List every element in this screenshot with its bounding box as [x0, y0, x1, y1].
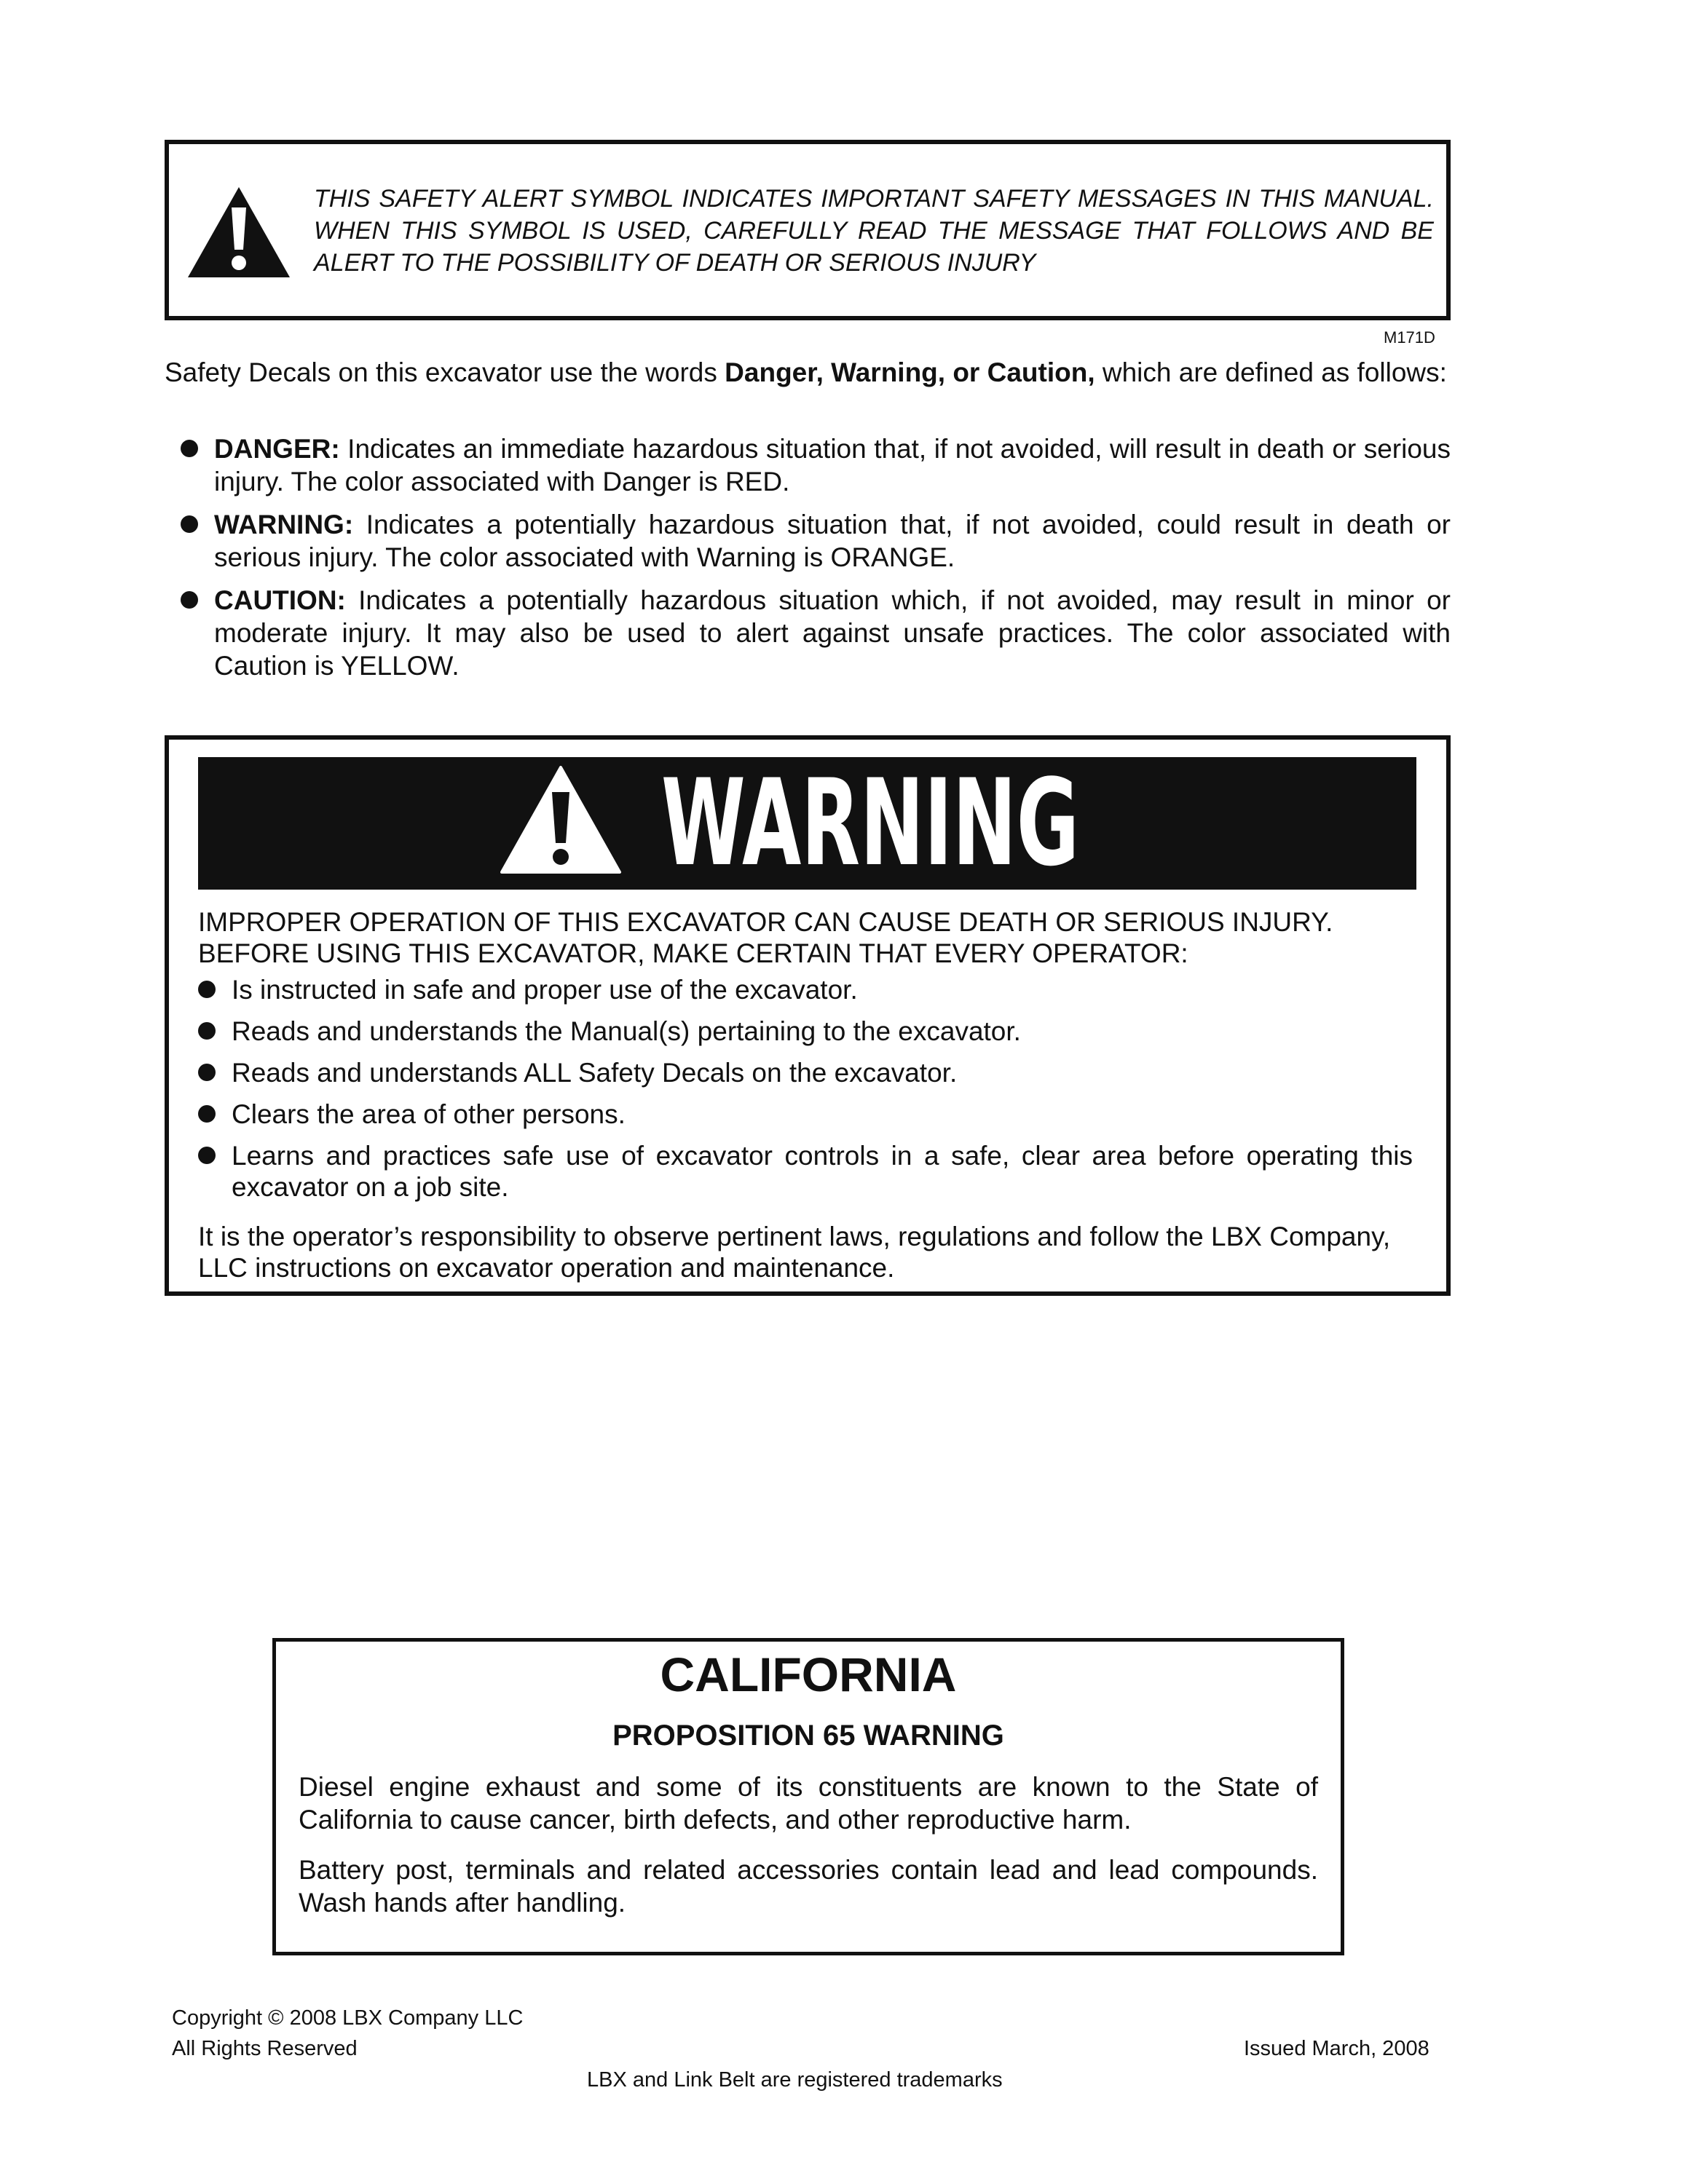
decal-intro — [165, 357, 1451, 389]
rights-reserved: All Rights Reserved — [172, 2037, 358, 2060]
warning-title: WARNING — [661, 753, 1079, 893]
definition-danger — [181, 432, 1451, 498]
issue-date: Issued March, 2008 — [1244, 2037, 1429, 2060]
bullet-icon — [181, 515, 198, 533]
warning-list-item — [198, 1057, 1413, 1088]
warning-item-text: Reads and understands the Manual(s) pertaining to the excavator. — [232, 1016, 1021, 1046]
bullet-icon — [198, 1022, 216, 1040]
bullet-icon — [181, 440, 198, 457]
definition-term: WARNING: — [214, 510, 354, 539]
trademark-notice: LBX and Link Belt are registered trademarks — [587, 2068, 1003, 2092]
warning-list-item — [198, 974, 1413, 1005]
prop65-subtitle: PROPOSITION 65 WARNING — [612, 1720, 1004, 1752]
definition-text: Indicates an immediate hazardous situation that, if not avoided, will result in death or serious injury. The color associated with Danger is RED. — [214, 434, 1451, 496]
intro-signal-words: Danger, Warning, or Caution, — [725, 357, 1095, 387]
warning-list-item — [198, 1099, 1413, 1130]
warning-item-text: Clears the area of other persons. — [232, 1099, 626, 1129]
copyright: Copyright © 2008 LBX Company LLC — [172, 2006, 524, 2030]
warning-footer: It is the operator’s responsibility to observe pertinent laws, regulations and follow the LBX Company, LLC instructions on excavator operation and maintenance. — [198, 1222, 1391, 1283]
warning-list-item — [198, 1140, 1413, 1203]
definition-term: CAUTION: — [214, 585, 346, 615]
prop65-paragraph: Diesel engine exhaust and some of its constituents are known to the State of California to cause cancer, birth defects, and other reproductive harm. — [299, 1772, 1318, 1835]
bullet-icon — [198, 981, 216, 998]
warning-item-text: Is instructed in safe and proper use of the excavator. — [232, 975, 858, 1005]
warning-lead-line: IMPROPER OPERATION OF THIS EXCAVATOR CAN CAUSE DEATH OR SERIOUS INJURY. — [198, 907, 1333, 937]
warning-lead — [198, 906, 1421, 969]
bullet-icon — [198, 1105, 216, 1123]
bullet-icon — [198, 1064, 216, 1081]
safety-alert-text: THIS SAFETY ALERT SYMBOL INDICATES IMPORTANT SAFETY MESSAGES IN THIS MANUAL. WHEN THIS SYMBOL IS USED, CAREFULLY READ THE MESSAGE THAT FOLLOWS AND BE ALERT TO THE POSSIBILITY OF DEATH OR SERIOUS INJURY — [314, 185, 1434, 277]
warning-item-text: Reads and understands ALL Safety Decals on the excavator. — [232, 1058, 958, 1088]
alert-code: M171D — [1384, 328, 1435, 347]
definition-warning — [181, 508, 1451, 574]
definition-term: DANGER: — [214, 434, 340, 464]
intro-text-end: which are defined as follows: — [1095, 357, 1447, 387]
bullet-icon — [198, 1147, 216, 1164]
definition-text: Indicates a potentially hazardous situation that, if not avoided, could result in death or serious injury. The color associated with Warning is ORANGE. — [214, 510, 1451, 572]
intro-text: Safety Decals on this excavator use the words — [165, 357, 725, 387]
warning-list-item — [198, 1016, 1413, 1047]
definition-text: Indicates a potentially hazardous situation which, if not avoided, may result in minor or moderate injury. It may also be used to alert against unsafe practices. The color associated with Caution is YELLOW. — [214, 585, 1451, 681]
bullet-icon — [181, 591, 198, 609]
alert-triangle-icon — [186, 186, 291, 279]
warning-item-text: Learns and practices safe use of excavator controls in a safe, clear area before operating this excavator on a job site. — [232, 1141, 1413, 1202]
definition-caution — [181, 584, 1451, 682]
warning-triangle-icon — [499, 764, 623, 875]
warning-lead-line: BEFORE USING THIS EXCAVATOR, MAKE CERTAIN THAT EVERY OPERATOR: — [198, 938, 1188, 968]
prop65-paragraph: Battery post, terminals and related accessories contain lead and lead compounds. Wash hands after handling. — [299, 1855, 1318, 1918]
prop65-title: CALIFORNIA — [660, 1647, 957, 1701]
